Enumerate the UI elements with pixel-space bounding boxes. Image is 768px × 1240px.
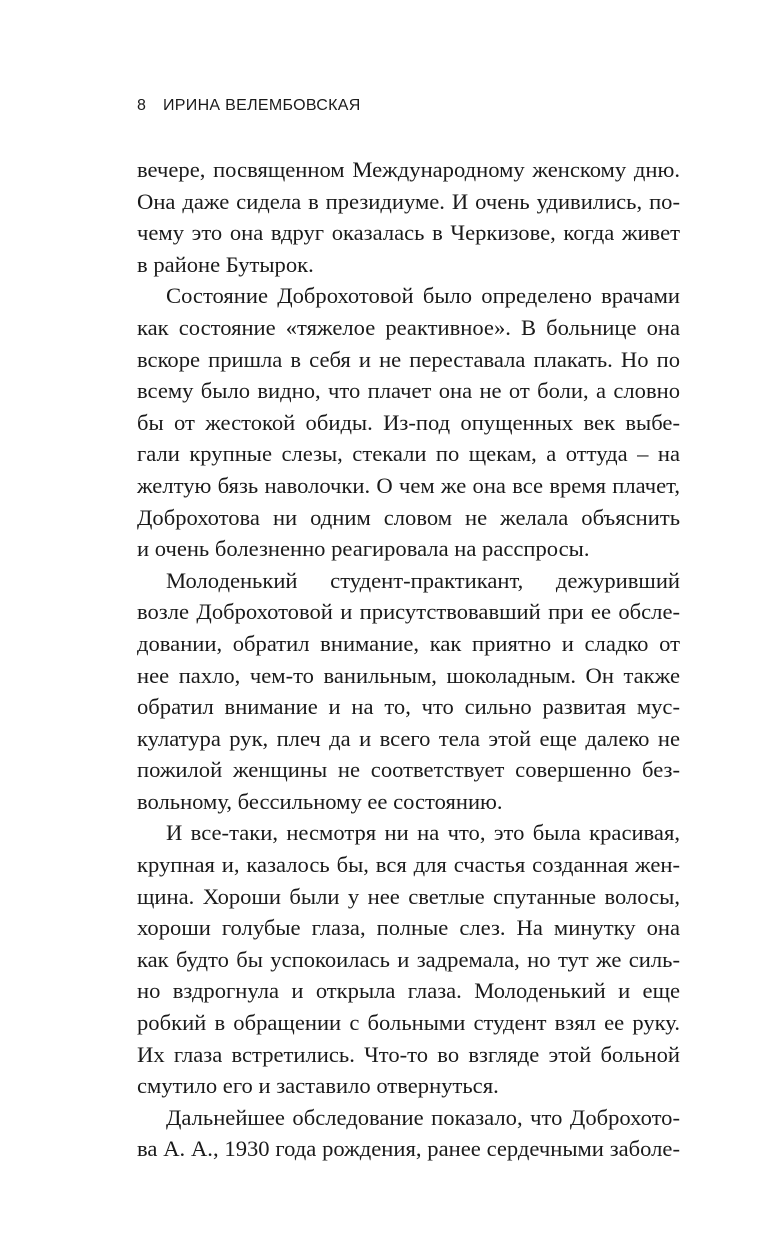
text-line: желтую бязь наволочки. О чем же она все время плачет,: [137, 472, 680, 498]
text-line: но вздрогнула и открыла глаза. Молоденький и еще: [137, 978, 680, 1004]
text-line: вскоре пришла в себя и не переставала плакать. Но по: [137, 346, 680, 372]
paragraph-first-line: Дальнейшее обследование показало, что Доброхото-: [166, 1104, 680, 1130]
text-line: нее пахло, чем-то ванильным, шоколадным. Он также: [137, 662, 680, 688]
author-name: ИРИНА ВЕЛЕМБОВСКАЯ: [163, 97, 361, 114]
text-line: как будто бы успокоилась и задремала, но тут же силь-: [137, 946, 680, 972]
text-line: вольному, бессильному ее состоянию.: [137, 788, 503, 814]
text-line: в районе Бутырок.: [137, 251, 314, 277]
text-line: довании, обратил внимание, как приятно и сладко от: [137, 630, 680, 656]
text-line: крупная и, казалось бы, вся для счастья созданная жен-: [137, 852, 680, 878]
text-line: пожилой женщины не соответствует совершенно без-: [137, 757, 680, 783]
paragraph-first-line: Состояние Доброхотовой было определено врачами: [166, 283, 680, 309]
text-line: Их глаза встретились. Что-то во взгляде этой больной: [137, 1041, 680, 1067]
text-line: Доброхотова ни одним словом не желала объяснить: [137, 504, 680, 530]
page-number: 8: [137, 97, 147, 114]
text-line: смутило его и заставило отвернуться.: [137, 1073, 499, 1099]
text-line: и очень болезненно реагировала на расспросы.: [137, 536, 590, 562]
text-line: кулатура рук, плеч да и всего тела этой еще далеко не: [137, 725, 680, 751]
text-line: возле Доброхотовой и присутствовавший при ее обсле-: [137, 599, 680, 625]
text-line: гали крупные слезы, стекали по щекам, а оттуда – на: [137, 441, 680, 467]
text-line: щина. Хороши были у нее светлые спутанные волосы,: [137, 883, 680, 909]
text-line: вечере, посвященном Международному женскому дню.: [137, 157, 680, 182]
paragraph-first-line: Молоденький студент-практикант, дежуривший: [166, 567, 680, 593]
text-line: обратил внимание и на то, что сильно развитая мус-: [137, 694, 680, 720]
text-line: всему было видно, что плачет она не от боли, а словно: [137, 378, 680, 404]
body-text: [137, 154, 680, 1165]
text-line: ва А. А., 1930 года рождения, ранее сердечными заболе-: [137, 1136, 680, 1162]
running-header: [137, 97, 361, 115]
text-line: робкий в обращении с больными студент взял ее руку.: [137, 1010, 680, 1036]
text-line: бы от жестокой обиды. Из-под опущенных век выбе-: [137, 409, 680, 435]
text-line: как состояние «тяжелое реактивное». В больнице она: [137, 314, 680, 340]
paragraph-first-line: И все-таки, несмотря ни на что, это была красивая,: [166, 820, 680, 846]
text-line: хороши голубые глаза, полные слез. На минутку она: [137, 915, 680, 941]
text-line: Она даже сидела в президиуме. И очень удивились, по-: [137, 188, 680, 214]
text-line: чему это она вдруг оказалась в Черкизове, когда живет: [137, 220, 680, 246]
